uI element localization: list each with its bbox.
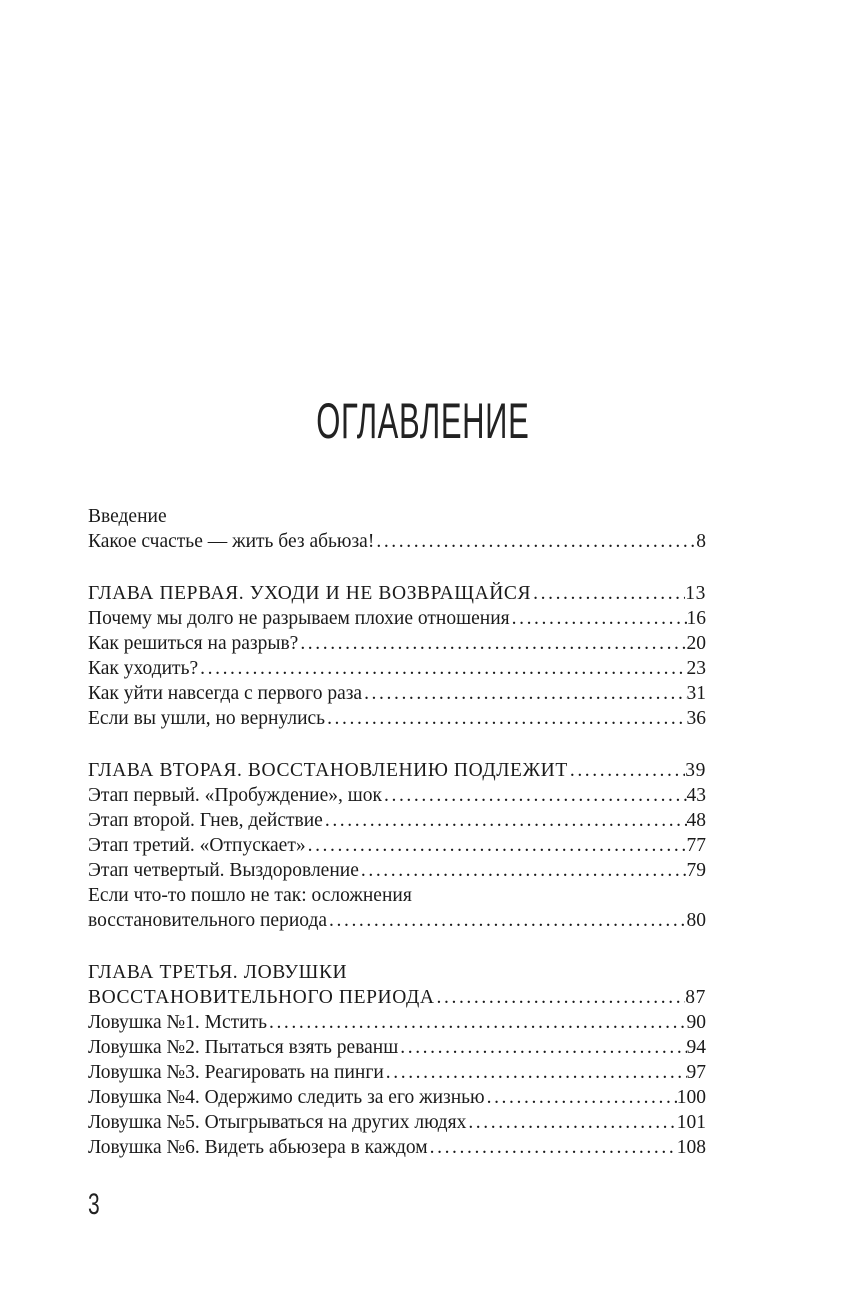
chapter-heading-line1 — [88, 960, 706, 985]
toc-entry — [88, 631, 706, 656]
dot-leader — [428, 1135, 677, 1160]
entry-page: 23 — [686, 658, 706, 679]
entry-page: 90 — [686, 1012, 706, 1033]
entry-label: Почему мы долго не разрываем плохие отношения — [88, 608, 510, 629]
entry-page: 39 — [685, 760, 706, 781]
entry-page: 36 — [686, 708, 706, 729]
dot-leader — [510, 606, 687, 631]
dot-leader — [435, 985, 686, 1010]
entry-label: Как уходить? — [88, 658, 199, 679]
toc-entry-line2 — [88, 908, 706, 933]
entry-label: Ловушка №1. Мстить — [88, 1012, 267, 1033]
entry-label: Ловушка №3. Реагировать на пинги — [88, 1062, 384, 1083]
toc-entry — [88, 529, 706, 554]
entry-label: Как решиться на разрыв? — [88, 633, 299, 654]
title-text: ОГЛАВЛЕНИЕ — [315, 393, 530, 449]
entry-page: 77 — [686, 835, 706, 856]
dot-leader — [306, 833, 687, 858]
toc-entry — [88, 858, 706, 883]
dot-leader — [485, 1085, 677, 1110]
toc-entry — [88, 808, 706, 833]
dot-leader — [384, 1060, 687, 1085]
intro-heading — [88, 504, 706, 529]
chapter-heading-line2 — [88, 985, 706, 1010]
entry-page: 94 — [686, 1037, 706, 1058]
dot-leader — [398, 1035, 686, 1060]
entry-page: 100 — [676, 1087, 706, 1108]
toc-entry — [88, 706, 706, 731]
entry-page: 101 — [676, 1112, 706, 1133]
entry-label: ГЛАВА ТРЕТЬЯ. ЛОВУШКИ — [88, 962, 348, 983]
toc-entry — [88, 1010, 706, 1035]
entry-label: Этап третий. «Отпускает» — [88, 835, 306, 856]
dot-leader — [198, 656, 686, 681]
page-title — [0, 392, 845, 450]
chapter-heading — [88, 758, 706, 783]
dot-leader — [531, 581, 685, 606]
entry-page: 13 — [685, 583, 706, 604]
entry-page: 43 — [686, 785, 706, 806]
entry-page: 97 — [686, 1062, 706, 1083]
table-of-contents — [88, 504, 706, 1160]
entry-page: 8 — [696, 531, 706, 552]
toc-entry — [88, 783, 706, 808]
entry-label: восстановительного периода — [88, 910, 328, 931]
dot-leader — [327, 908, 686, 933]
entry-page: 20 — [686, 633, 706, 654]
toc-entry — [88, 681, 706, 706]
entry-label: Этап четвертый. Выздоровление — [88, 860, 359, 881]
entry-label: ВОССТАНОВИТЕЛЬНОГО ПЕРИОДА — [88, 987, 435, 1008]
toc-entry — [88, 833, 706, 858]
toc-entry — [88, 1135, 706, 1160]
entry-label: Введение — [88, 506, 167, 527]
entry-page: 80 — [686, 910, 706, 931]
entry-label: Как уйти навсегда с первого раза — [88, 683, 363, 704]
dot-leader — [362, 681, 686, 706]
toc-entry — [88, 656, 706, 681]
toc-entry-line1 — [88, 883, 706, 908]
entry-label: Ловушка №4. Одержимо следить за его жизнью — [88, 1087, 485, 1108]
entry-label: Какое счастье — жить без абьюза! — [88, 531, 375, 552]
dot-leader — [359, 858, 687, 883]
dot-leader — [382, 783, 687, 808]
entry-page: 31 — [686, 683, 706, 704]
toc-entry — [88, 1085, 706, 1110]
toc-entry — [88, 1035, 706, 1060]
dot-leader — [374, 529, 696, 554]
toc-entry — [88, 1060, 706, 1085]
entry-page: 108 — [676, 1137, 706, 1158]
chapter-heading — [88, 581, 706, 606]
dot-leader — [323, 808, 687, 833]
dot-leader — [325, 706, 686, 731]
entry-label: Ловушка №5. Отыгрываться на других людях — [88, 1112, 467, 1133]
dot-leader — [267, 1010, 687, 1035]
toc-entry — [88, 1110, 706, 1135]
entry-label: Если вы ушли, но вернулись — [88, 708, 326, 729]
dot-leader — [298, 631, 686, 656]
entry-label: Этап второй. Гнев, действие — [88, 810, 323, 831]
page-number: 3 — [88, 1188, 100, 1221]
entry-page: 79 — [686, 860, 706, 881]
entry-label: Если что-то пошло не так: осложнения — [88, 885, 412, 906]
entry-label: ГЛАВА ВТОРАЯ. ВОССТАНОВЛЕНИЮ ПОДЛЕЖИТ — [88, 760, 568, 781]
entry-label: Ловушка №6. Видеть абьюзера в каждом — [88, 1137, 428, 1158]
dot-leader — [568, 758, 685, 783]
entry-page: 87 — [685, 987, 706, 1008]
entry-page: 16 — [686, 608, 706, 629]
entry-label: Ловушка №2. Пытаться взять реванш — [88, 1037, 399, 1058]
toc-entry — [88, 606, 706, 631]
entry-label: ГЛАВА ПЕРВАЯ. УХОДИ И НЕ ВОЗВРАЩАЙСЯ — [88, 583, 532, 604]
dot-leader — [466, 1110, 676, 1135]
entry-page: 48 — [686, 810, 706, 831]
entry-label: Этап первый. «Пробуждение», шок — [88, 785, 382, 806]
